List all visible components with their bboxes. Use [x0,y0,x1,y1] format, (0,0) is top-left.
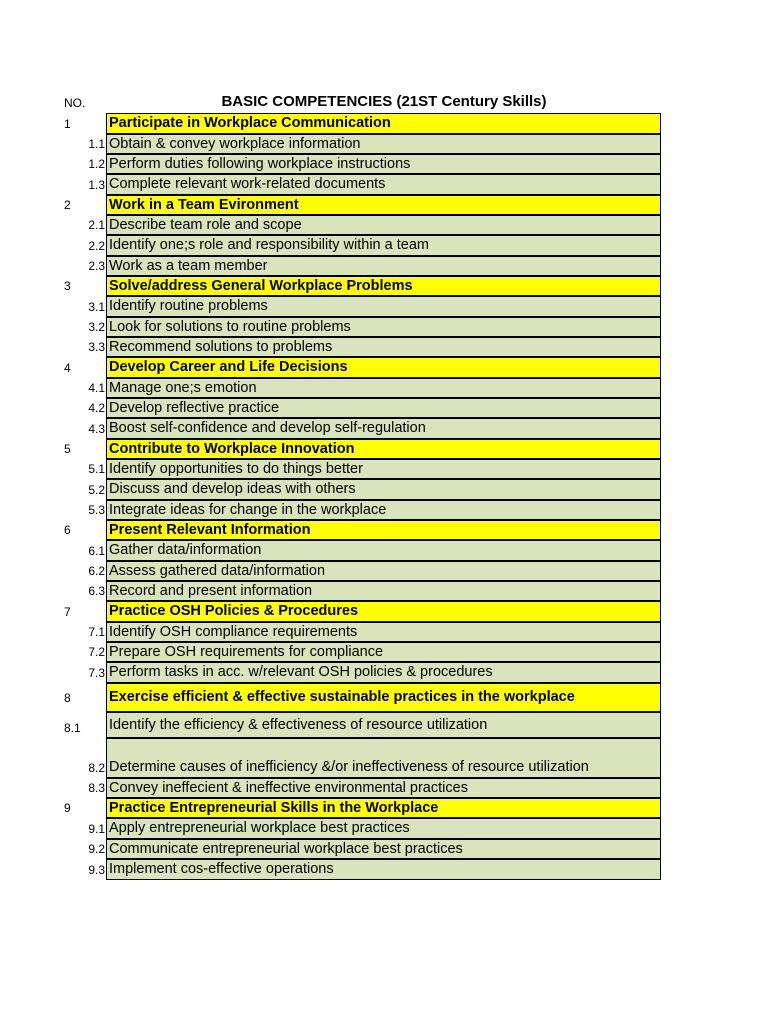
competency-title-cell: Exercise efficient & effective sustainable practices in the workplace [106,683,661,712]
competency-item-cell: Recommend solutions to problems [106,337,661,357]
competency-item-cell [106,738,661,758]
row-number: 4.3 [88,421,105,436]
competency-title-cell: Develop Career and Life Decisions [106,357,661,378]
competency-item-cell: Gather data/information [106,540,661,561]
competency-heading-row [0,601,768,622]
competency-item-row [0,500,768,520]
competency-item-cell: Complete relevant work-related documents [106,174,661,195]
competency-item-row [0,215,768,235]
row-number: 5.2 [88,482,105,497]
row-number: 9.2 [88,842,105,856]
row-number: 3.2 [88,320,105,334]
row-number: 4.1 [88,381,105,395]
competency-item-cell: Assess gathered data/information [106,561,661,581]
competency-item-row [0,296,768,317]
competency-item-row [0,337,768,357]
row-number: 2 [64,198,71,212]
competency-item-row [0,778,768,798]
competency-item-cell: Implement cos-effective operations [106,859,661,880]
row-number: 8.1 [64,721,81,735]
competency-heading-row [0,113,768,134]
row-number: 8.2 [88,761,105,775]
table-title: BASIC COMPETENCIES (21ST Century Skills) [221,93,547,110]
row-number: 5.1 [88,462,105,476]
competency-heading-row [0,276,768,296]
competency-item-cell: Identify OSH compliance requirements [106,622,661,642]
row-number: 6 [64,523,71,537]
row-number: 7.2 [88,645,105,659]
competency-item-cell: Integrate ideas for change in the workplace [106,500,661,520]
competency-heading-row [0,798,768,818]
competency-item-cell: Boost self-confidence and develop self-regulation [106,418,661,439]
competency-title-cell: Practice OSH Policies & Procedures [106,601,661,622]
row-number: 3.3 [88,340,105,354]
row-number: 7.1 [88,625,105,639]
row-number: 1.3 [88,177,105,192]
competency-item-cell: Perform tasks in acc. w/relevant OSH policies & procedures [106,662,661,683]
competency-item-cell: Identify routine problems [106,296,661,317]
row-number: 6.2 [88,564,105,578]
competency-heading-row [0,520,768,540]
row-number: 5 [64,442,71,456]
competency-item-cell: Identify the efficiency & effectiveness of resource utilization [106,712,661,738]
competency-title-cell: Present Relevant Information [106,520,661,540]
competency-item-row [0,642,768,662]
competency-item-row [0,154,768,174]
competency-item-row [0,712,768,738]
competency-title-cell: Work in a Team Evironment [106,195,661,215]
competency-item-cell: Apply entrepreneurial workplace best practices [106,818,661,839]
competency-item-cell: Prepare OSH requirements for compliance [106,642,661,662]
row-number: 1.1 [88,137,105,151]
competency-item-cell: Identify one;s role and responsibility within a team [106,235,661,256]
competency-item-row [0,540,768,561]
competency-item-row [0,378,768,398]
row-number: 2.3 [88,259,105,273]
competency-item-cell: Perform duties following workplace instructions [106,154,661,174]
row-number: 9 [64,801,71,815]
competency-item-row [0,758,768,778]
competency-item-cell: Develop reflective practice [106,398,661,418]
row-number: 6.1 [88,543,105,558]
competency-title-cell: Contribute to Workplace Innovation [106,439,661,459]
competency-item-row [0,622,768,642]
competency-item-row [0,235,768,256]
competency-item-cell: Work as a team member [106,256,661,276]
competency-title-cell: Participate in Workplace Communication [106,113,661,134]
competency-heading-row [0,357,768,378]
row-number: 1 [64,116,71,131]
competency-title-cell: Solve/address General Workplace Problems [106,276,661,296]
competency-item-row [0,738,768,758]
row-number: 3 [64,279,71,293]
competency-item-row [0,256,768,276]
competency-item-row [0,479,768,500]
competency-item-cell: Convey ineffecient & ineffective environmental practices [106,778,661,798]
competency-item-row [0,174,768,195]
row-number: 4 [64,360,71,375]
competency-item-cell: Manage one;s emotion [106,378,661,398]
row-number: 5.3 [88,503,105,517]
competency-item-cell: Describe team role and scope [106,215,661,235]
row-number: 4.2 [88,401,105,415]
competency-item-cell: Record and present information [106,581,661,601]
competency-item-row [0,459,768,479]
competency-heading-row [0,195,768,215]
competency-item-cell: Look for solutions to routine problems [106,317,661,337]
competency-item-row [0,818,768,839]
row-number: 9.3 [88,862,105,877]
row-number: 3.1 [88,299,105,314]
competency-item-cell: Determine causes of inefficiency &/or ineffectiveness of resource utilization [106,758,661,778]
competency-item-row [0,662,768,683]
row-number: 9.1 [88,821,105,836]
competency-item-row [0,317,768,337]
competency-item-cell: Obtain & convey workplace information [106,134,661,154]
row-number: 2.1 [88,218,105,232]
competency-heading-row [0,439,768,459]
competency-item-cell: Identify opportunities to do things better [106,459,661,479]
row-number: 8.3 [88,781,105,795]
row-number: 7.3 [88,665,105,680]
competency-item-cell: Discuss and develop ideas with others [106,479,661,500]
row-number: 7 [64,604,71,619]
row-number: 1.2 [88,157,105,171]
competency-item-row [0,418,768,439]
competency-item-row [0,398,768,418]
competency-title-cell: Practice Entrepreneurial Skills in the Workplace [106,798,661,818]
competency-item-row [0,839,768,859]
row-number: 6.3 [88,584,105,598]
competency-item-row [0,134,768,154]
competency-item-row [0,859,768,880]
competency-item-row [0,581,768,601]
row-number: 2.2 [88,238,105,253]
number-column-header: NO. [64,96,86,110]
competency-heading-row [0,683,768,712]
competency-item-cell: Communicate entrepreneurial workplace best practices [106,839,661,859]
competency-item-row [0,561,768,581]
row-number: 8 [64,690,71,705]
